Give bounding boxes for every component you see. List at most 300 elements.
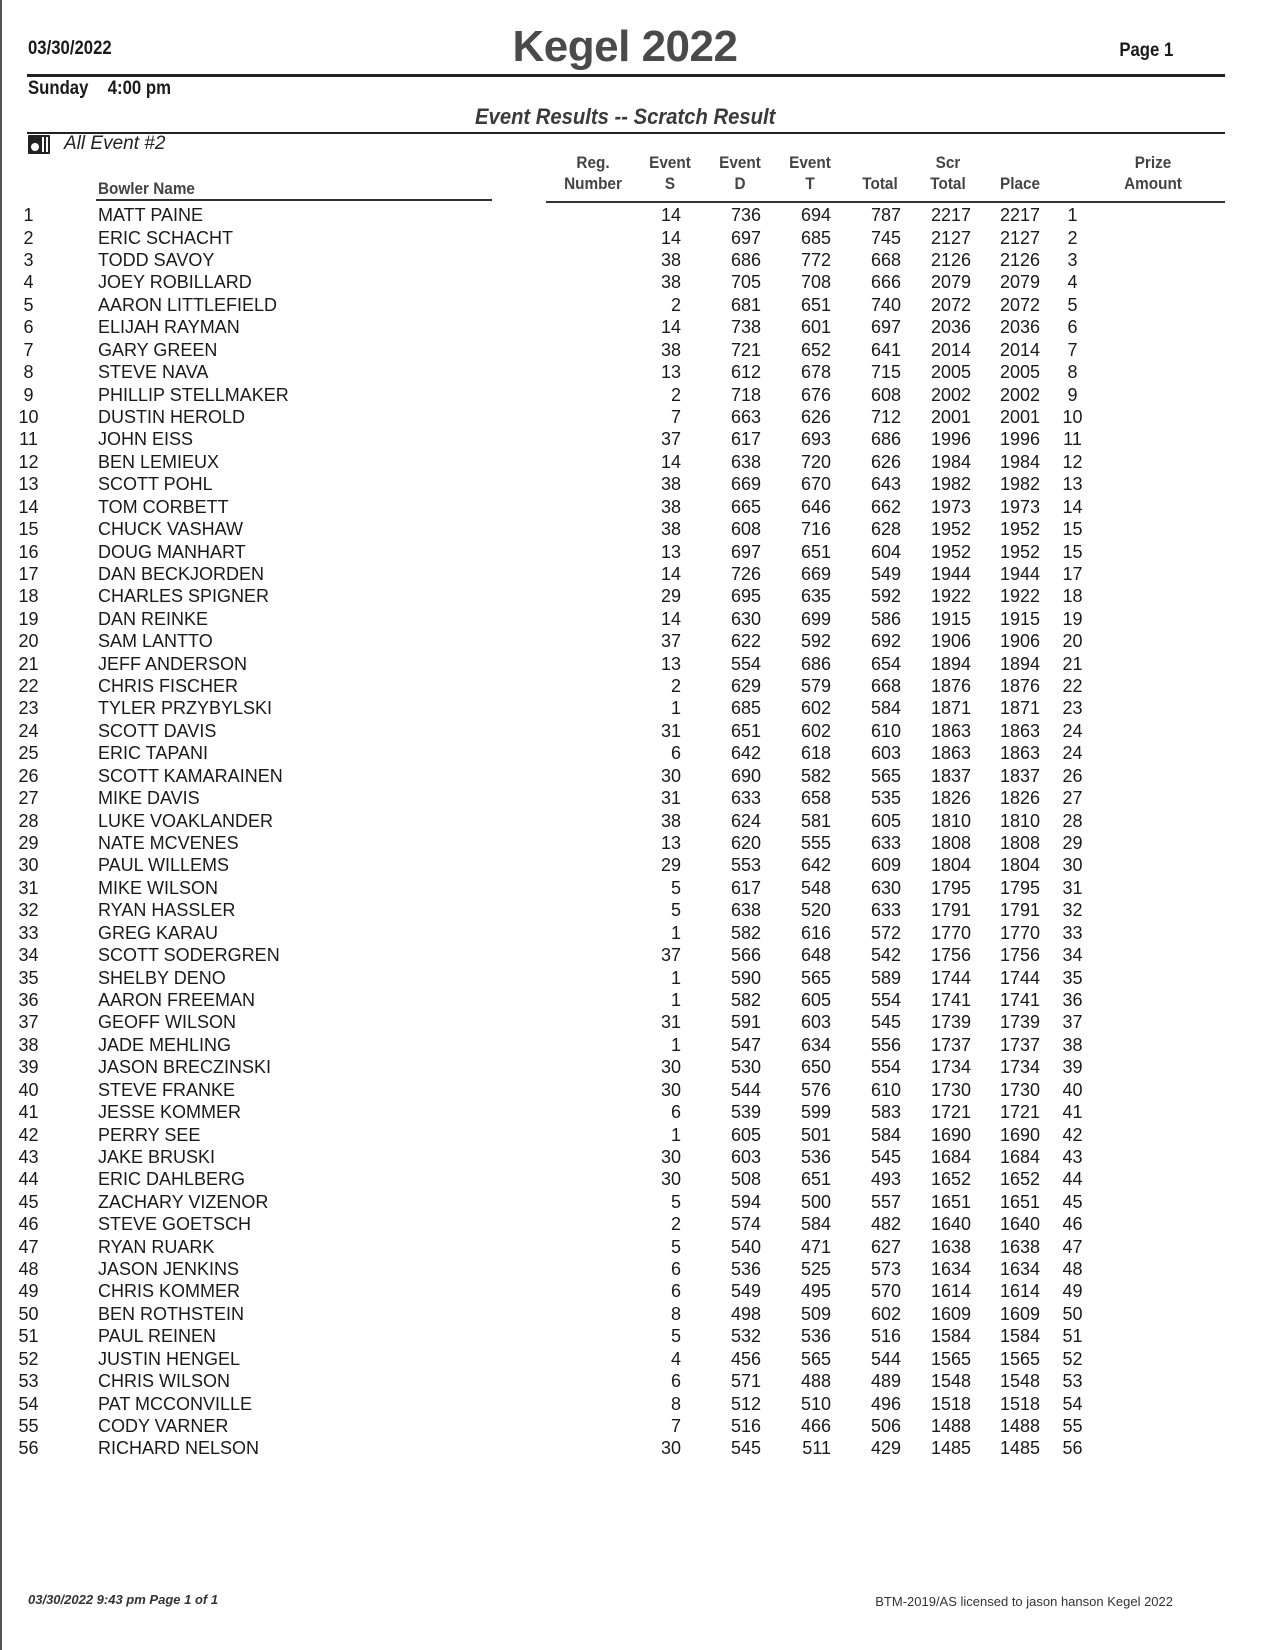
event-s-cell: 544 <box>730 1079 761 1100</box>
event-s-cell: 566 <box>730 945 761 966</box>
event-s-cell: 705 <box>730 272 761 293</box>
reg-number-cell: 1 <box>670 922 681 943</box>
event-d-cell: 565 <box>800 1348 831 1369</box>
table-row <box>0 652 1205 674</box>
rank-cell: 11 <box>19 429 38 450</box>
place-cell: 56 <box>1062 1438 1083 1459</box>
session-time: 4:00 pm <box>107 78 171 99</box>
bowler-name-cell: PAT MCCONVILLE <box>98 1393 253 1414</box>
event-d-cell: 651 <box>800 1169 831 1190</box>
scr-total-cell: 1737 <box>999 1034 1040 1055</box>
bowler-name-cell: JESSE KOMMER <box>98 1102 242 1123</box>
scr-total-cell: 1721 <box>999 1102 1040 1123</box>
total-cell: 2036 <box>930 317 971 338</box>
place-cell: 13 <box>1062 474 1083 495</box>
place-cell: 54 <box>1062 1393 1083 1414</box>
table-row <box>0 1370 1205 1392</box>
place-cell: 50 <box>1062 1303 1083 1324</box>
total-cell: 2217 <box>930 205 971 226</box>
event-s-cell: 690 <box>730 765 761 786</box>
event-s-cell: 508 <box>730 1169 761 1190</box>
col-header-event-d-line2: D <box>734 174 746 193</box>
prize-amount-cell <box>1105 495 1205 517</box>
place-cell: 5 <box>1067 294 1078 315</box>
bowler-name-cell: MIKE DAVIS <box>98 788 200 809</box>
bowler-name-cell: PERRY SEE <box>98 1124 201 1145</box>
event-t-cell: 633 <box>870 833 901 854</box>
scr-total-cell: 2127 <box>999 227 1040 248</box>
event-t-cell: 556 <box>870 1034 901 1055</box>
reg-number-cell: 30 <box>660 1079 681 1100</box>
event-t-cell: 586 <box>870 608 901 629</box>
event-t-cell: 557 <box>870 1191 901 1212</box>
event-s-cell: 605 <box>730 1124 761 1145</box>
bowler-name-cell: JOEY ROBILLARD <box>98 272 252 293</box>
event-t-cell: 584 <box>870 1124 901 1145</box>
place-cell: 18 <box>1062 586 1083 607</box>
rank-cell: 39 <box>18 1057 39 1078</box>
reg-number-cell: 2 <box>670 294 681 315</box>
event-t-cell: 603 <box>870 743 901 764</box>
event-d-cell: 676 <box>800 384 831 405</box>
place-cell: 28 <box>1062 810 1083 831</box>
scr-total-cell: 1734 <box>999 1057 1040 1078</box>
place-cell: 27 <box>1062 788 1083 809</box>
event-d-cell: 694 <box>800 205 831 226</box>
table-row <box>0 1101 1205 1123</box>
event-d-cell: 658 <box>800 788 831 809</box>
col-header-total: Total <box>862 174 898 193</box>
event-t-cell: 608 <box>870 384 901 405</box>
table-row <box>0 854 1205 876</box>
event-s-cell: 651 <box>730 720 761 741</box>
bowler-name-cell: GEOFF WILSON <box>98 1012 237 1033</box>
table-row <box>0 271 1205 293</box>
event-d-cell: 501 <box>800 1124 831 1145</box>
table-row <box>0 877 1205 899</box>
total-cell: 1795 <box>930 877 971 898</box>
reg-number-cell: 6 <box>670 1102 681 1123</box>
col-header-event-t-line1: Event <box>789 153 831 172</box>
scr-total-cell: 2072 <box>999 294 1040 315</box>
table-row <box>0 630 1205 652</box>
table-row <box>0 1078 1205 1100</box>
event-name: All Event #2 <box>64 133 166 154</box>
total-cell: 1984 <box>930 451 971 472</box>
total-cell: 1744 <box>930 967 971 988</box>
prize-amount-cell <box>1105 944 1205 966</box>
total-cell: 1737 <box>930 1034 971 1055</box>
total-cell: 1863 <box>930 720 971 741</box>
bowler-name-cell: BEN ROTHSTEIN <box>98 1303 245 1324</box>
reg-number-cell: 38 <box>660 496 681 517</box>
table-row <box>0 787 1205 809</box>
event-t-cell: 654 <box>870 653 901 674</box>
bowler-name-cell: SCOTT POHL <box>98 474 213 495</box>
prize-amount-cell <box>1105 339 1205 361</box>
event-s-cell: 574 <box>730 1214 761 1235</box>
bowler-name-cell: ZACHARY VIZENOR <box>98 1191 269 1212</box>
place-cell: 15 <box>1062 541 1083 562</box>
scr-total-cell: 1614 <box>999 1281 1040 1302</box>
scr-total-cell: 1634 <box>999 1259 1040 1280</box>
event-d-cell: 511 <box>802 1438 831 1459</box>
event-t-cell: 565 <box>870 765 901 786</box>
event-t-cell: 697 <box>870 317 901 338</box>
table-row <box>0 922 1205 944</box>
total-cell: 1652 <box>930 1169 971 1190</box>
place-cell: 35 <box>1062 967 1083 988</box>
rank-cell: 38 <box>18 1034 39 1055</box>
scr-total-cell: 1730 <box>999 1079 1040 1100</box>
event-d-cell: 651 <box>800 294 831 315</box>
scr-total-cell: 1640 <box>999 1214 1040 1235</box>
event-t-cell: 572 <box>870 922 901 943</box>
total-cell: 1565 <box>930 1348 971 1369</box>
place-cell: 37 <box>1062 1012 1083 1033</box>
bowler-name-cell: CHARLES SPIGNER <box>98 586 270 607</box>
prize-amount-cell <box>1105 1034 1205 1056</box>
rank-cell: 52 <box>18 1348 39 1369</box>
scr-total-cell: 1863 <box>999 720 1040 741</box>
place-cell: 51 <box>1062 1326 1083 1347</box>
prize-amount-cell <box>1105 1303 1205 1325</box>
event-t-cell: 489 <box>870 1371 901 1392</box>
prize-amount-cell <box>1105 473 1205 495</box>
prize-amount-cell <box>1105 922 1205 944</box>
total-cell: 2014 <box>930 339 971 360</box>
total-cell: 2126 <box>930 250 971 271</box>
place-cell: 20 <box>1062 631 1083 652</box>
reg-number-cell: 31 <box>660 720 681 741</box>
bowler-name-cell: RICHARD NELSON <box>98 1438 260 1459</box>
scr-total-cell: 1876 <box>999 676 1040 697</box>
table-row <box>0 1303 1205 1325</box>
event-s-cell: 617 <box>730 877 761 898</box>
rank-cell: 34 <box>18 945 39 966</box>
scr-total-cell: 1518 <box>999 1393 1040 1414</box>
total-cell: 1609 <box>930 1303 971 1324</box>
event-t-cell: 609 <box>870 855 901 876</box>
bowler-name-cell: NATE MCVENES <box>98 833 239 854</box>
reg-number-cell: 38 <box>660 474 681 495</box>
event-t-cell: 745 <box>870 227 901 248</box>
event-s-cell: 638 <box>730 451 761 472</box>
rank-cell: 8 <box>23 362 34 383</box>
event-s-cell: 697 <box>730 227 761 248</box>
event-s-cell: 512 <box>730 1393 761 1414</box>
bowler-name-cell: JUSTIN HENGEL <box>98 1348 241 1369</box>
table-row <box>0 1011 1205 1033</box>
prize-amount-cell <box>1105 742 1205 764</box>
event-d-cell: 579 <box>800 676 831 697</box>
prize-amount-cell <box>1105 1078 1205 1100</box>
place-cell: 29 <box>1062 833 1083 854</box>
table-row <box>0 316 1205 338</box>
reg-number-cell: 2 <box>670 1214 681 1235</box>
bowler-name-cell: LUKE VOAKLANDER <box>98 810 274 831</box>
event-s-cell: 540 <box>730 1236 761 1257</box>
total-cell: 2079 <box>930 272 971 293</box>
reg-number-cell: 29 <box>660 586 681 607</box>
scr-total-cell: 1952 <box>999 519 1040 540</box>
bowler-name-cell: TOM CORBETT <box>98 496 229 517</box>
event-d-cell: 581 <box>800 810 831 831</box>
scr-total-cell: 1690 <box>999 1124 1040 1145</box>
rank-cell: 44 <box>18 1169 39 1190</box>
prize-amount-cell <box>1105 1370 1205 1392</box>
event-t-cell: 715 <box>870 362 901 383</box>
scr-total-cell: 1652 <box>999 1169 1040 1190</box>
table-row <box>0 1213 1205 1235</box>
prize-amount-cell <box>1105 765 1205 787</box>
rank-cell: 2 <box>23 227 34 248</box>
scr-total-cell: 2126 <box>999 250 1040 271</box>
place-cell: 34 <box>1062 945 1083 966</box>
bowler-name-cell: RYAN RUARK <box>98 1236 215 1257</box>
total-cell: 1634 <box>930 1259 971 1280</box>
event-s-cell: 547 <box>730 1034 761 1055</box>
rank-cell: 7 <box>23 339 34 360</box>
event-d-cell: 616 <box>800 922 831 943</box>
event-t-cell: 602 <box>870 1303 901 1324</box>
place-cell: 30 <box>1062 855 1083 876</box>
event-s-cell: 629 <box>730 676 761 697</box>
total-cell: 1548 <box>930 1371 971 1392</box>
report-title: Kegel 2022 <box>512 22 738 71</box>
subtitle-divider <box>27 132 1225 134</box>
scr-total-cell: 1894 <box>999 653 1040 674</box>
reg-number-cell: 14 <box>660 608 681 629</box>
total-cell: 1638 <box>930 1236 971 1257</box>
event-d-cell: 525 <box>800 1259 831 1280</box>
event-d-cell: 520 <box>800 900 831 921</box>
total-cell: 1922 <box>930 586 971 607</box>
reg-number-cell: 1 <box>670 698 681 719</box>
table-row <box>0 697 1205 719</box>
reg-number-cell: 13 <box>660 653 681 674</box>
event-d-cell: 693 <box>800 429 831 450</box>
event-d-cell: 650 <box>800 1057 831 1078</box>
bowler-name-cell: TYLER PRZYBYLSKI <box>98 698 273 719</box>
event-t-cell: 554 <box>870 989 901 1010</box>
total-cell: 1982 <box>930 474 971 495</box>
rank-cell: 35 <box>18 967 39 988</box>
event-s-cell: 620 <box>730 833 761 854</box>
place-cell: 10 <box>1062 407 1083 427</box>
rank-cell: 21 <box>18 653 39 674</box>
reg-number-cell: 37 <box>660 945 681 966</box>
place-cell: 1 <box>1067 205 1078 226</box>
reg-number-cell: 7 <box>670 407 681 427</box>
rank-cell: 45 <box>18 1191 39 1212</box>
place-cell: 52 <box>1062 1348 1083 1369</box>
bowler-name-cell: DOUG MANHART <box>98 541 246 562</box>
scr-total-cell: 1795 <box>999 877 1040 898</box>
total-cell: 1863 <box>930 743 971 764</box>
event-t-cell: 686 <box>870 429 901 450</box>
reg-number-cell: 29 <box>660 855 681 876</box>
total-cell: 1734 <box>930 1057 971 1078</box>
reg-number-cell: 5 <box>670 1236 681 1257</box>
prize-amount-cell <box>1105 540 1205 562</box>
table-row <box>0 1280 1205 1302</box>
table-row <box>0 608 1205 630</box>
bowler-name-cell: JASON JENKINS <box>98 1259 240 1280</box>
table-row <box>0 383 1205 405</box>
rank-cell: 4 <box>23 272 34 293</box>
event-t-cell: 787 <box>870 205 901 226</box>
scr-total-cell: 1982 <box>999 474 1040 495</box>
scr-total-cell: 1584 <box>999 1326 1040 1347</box>
rank-cell: 48 <box>18 1259 39 1280</box>
event-d-cell: 670 <box>800 474 831 495</box>
total-cell: 1741 <box>930 989 971 1010</box>
prize-amount-cell <box>1105 406 1205 428</box>
event-t-cell: 668 <box>870 250 901 271</box>
scr-total-cell: 1651 <box>999 1191 1040 1212</box>
prize-amount-cell <box>1105 1123 1205 1145</box>
table-row <box>0 473 1205 495</box>
bowler-name-cell: ELIJAH RAYMAN <box>98 317 240 338</box>
total-cell: 1584 <box>930 1326 971 1347</box>
bowler-name-cell: TODD SAVOY <box>98 250 215 271</box>
reg-number-cell: 13 <box>660 362 681 383</box>
event-t-cell: 666 <box>870 272 901 293</box>
prize-amount-cell <box>1105 877 1205 899</box>
event-s-cell: 536 <box>730 1259 761 1280</box>
total-cell: 1756 <box>930 945 971 966</box>
scr-total-cell: 1744 <box>999 967 1040 988</box>
event-d-cell: 669 <box>800 563 831 584</box>
bowler-name-cell: JEFF ANDERSON <box>98 653 248 674</box>
reg-number-cell: 2 <box>670 676 681 697</box>
col-header-prize-amount <box>1114 152 1191 194</box>
place-cell: 17 <box>1062 563 1083 584</box>
header-divider <box>27 74 1225 77</box>
rank-cell: 22 <box>18 676 39 697</box>
event-d-cell: 582 <box>800 765 831 786</box>
prize-amount-cell <box>1105 563 1205 585</box>
scr-total-cell: 1871 <box>999 698 1040 719</box>
total-cell: 1721 <box>930 1102 971 1123</box>
footer-license: BTM-2019/AS licensed to jason hanson Kegel 2022 <box>875 1594 1173 1609</box>
table-row <box>0 451 1205 473</box>
rank-cell: 50 <box>18 1303 39 1324</box>
event-t-cell: 482 <box>870 1214 901 1235</box>
table-row <box>0 1235 1205 1257</box>
table-row <box>0 204 1205 226</box>
event-d-cell: 634 <box>800 1034 831 1055</box>
table-row <box>0 966 1205 988</box>
prize-amount-cell <box>1105 271 1205 293</box>
rank-cell: 18 <box>18 586 39 607</box>
rank-cell: 13 <box>18 474 39 495</box>
event-t-cell: 429 <box>870 1438 901 1459</box>
table-row <box>0 1168 1205 1190</box>
prize-amount-cell <box>1105 1213 1205 1235</box>
rank-cell: 1 <box>23 205 34 226</box>
event-t-cell: 542 <box>870 945 901 966</box>
table-row <box>0 720 1205 742</box>
bowler-name-cell: SCOTT SODERGREN <box>98 945 280 966</box>
total-cell: 1894 <box>930 653 971 674</box>
reg-number-cell: 38 <box>660 519 681 540</box>
rank-cell: 47 <box>18 1236 39 1257</box>
event-d-cell: 652 <box>800 339 831 360</box>
event-s-cell: 638 <box>730 900 761 921</box>
prize-amount-cell <box>1105 518 1205 540</box>
col-header-prize-line1: Prize <box>1134 153 1172 172</box>
event-t-cell: 604 <box>870 541 901 562</box>
event-d-cell: 510 <box>800 1393 831 1414</box>
prize-amount-cell <box>1105 1348 1205 1370</box>
prize-amount-cell <box>1105 1056 1205 1078</box>
rank-cell: 53 <box>18 1371 39 1392</box>
place-cell: 22 <box>1062 676 1083 697</box>
total-cell: 2072 <box>930 294 971 315</box>
scr-total-cell: 1837 <box>999 765 1040 786</box>
event-s-cell: 582 <box>730 989 761 1010</box>
prize-amount-cell <box>1105 1101 1205 1123</box>
bowler-name-cell: DAN BECKJORDEN <box>98 563 265 584</box>
scr-total-cell: 1770 <box>999 922 1040 943</box>
rank-cell: 29 <box>18 833 39 854</box>
col-header-event-d-line1: Event <box>719 153 761 172</box>
reg-number-cell: 14 <box>660 451 681 472</box>
rank-cell: 5 <box>23 294 34 315</box>
event-s-cell: 736 <box>730 205 761 226</box>
event-d-cell: 509 <box>800 1303 831 1324</box>
bowler-name-cell: STEVE GOETSCH <box>98 1214 252 1235</box>
rank-cell: 9 <box>23 384 34 405</box>
prize-amount-cell <box>1105 1258 1205 1280</box>
total-cell: 1876 <box>930 676 971 697</box>
prize-amount-cell <box>1105 361 1205 383</box>
place-cell: 42 <box>1062 1124 1083 1145</box>
reg-number-cell: 30 <box>660 1057 681 1078</box>
event-d-cell: 648 <box>800 945 831 966</box>
prize-amount-cell <box>1105 249 1205 271</box>
event-d-cell: 536 <box>800 1326 831 1347</box>
table-row <box>0 1258 1205 1280</box>
scr-total-cell: 1973 <box>999 496 1040 517</box>
prize-amount-cell <box>1105 630 1205 652</box>
total-cell: 2001 <box>930 407 971 427</box>
event-t-cell: 583 <box>870 1102 901 1123</box>
table-row <box>0 540 1205 562</box>
bowler-name-cell: MIKE WILSON <box>98 877 219 898</box>
event-d-cell: 720 <box>800 451 831 472</box>
event-t-cell: 592 <box>870 586 901 607</box>
prize-amount-cell <box>1105 809 1205 831</box>
session-info <box>28 78 171 100</box>
place-cell: 39 <box>1062 1057 1083 1078</box>
event-d-cell: 626 <box>800 407 831 427</box>
bowler-name-cell: CHUCK VASHAW <box>98 519 244 540</box>
total-cell: 1614 <box>930 1281 971 1302</box>
total-cell: 1730 <box>930 1079 971 1100</box>
place-cell: 14 <box>1062 496 1083 517</box>
prize-amount-cell <box>1105 451 1205 473</box>
bowler-name-cell: MATT PAINE <box>98 205 204 226</box>
prize-amount-cell <box>1105 1325 1205 1347</box>
total-cell: 1906 <box>930 631 971 652</box>
bowler-name-cell: BEN LEMIEUX <box>98 451 220 472</box>
event-s-cell: 624 <box>730 810 761 831</box>
place-cell: 15 <box>1062 519 1083 540</box>
table-row <box>0 1325 1205 1347</box>
